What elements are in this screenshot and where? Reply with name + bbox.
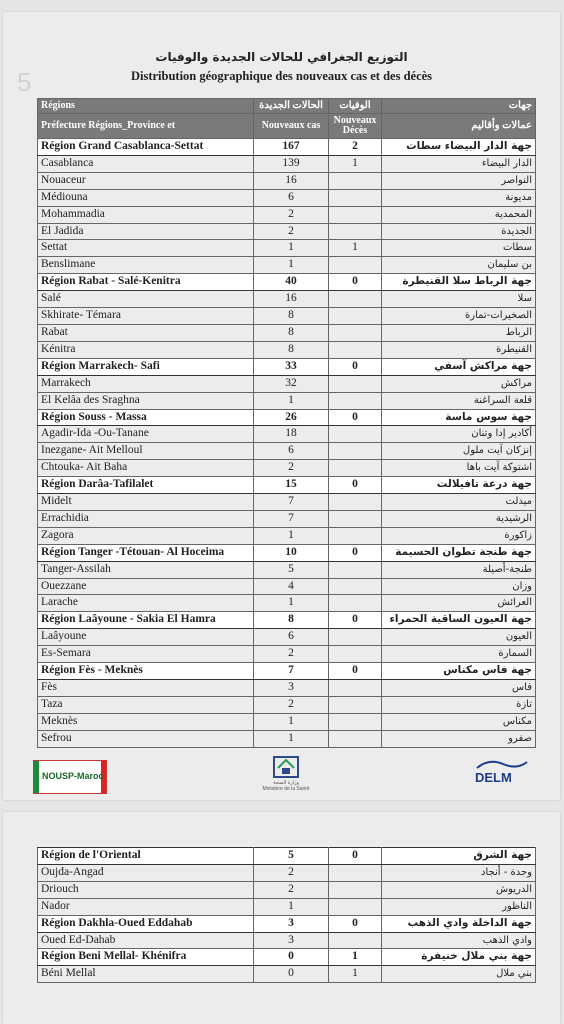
- region-name-cell: Région Darâa-Tafilalet: [38, 477, 254, 494]
- region-name-ar-cell: الرشيدية: [382, 510, 536, 527]
- new-deaths-cell: [329, 257, 382, 274]
- region-name-cell: El Jadida: [38, 223, 254, 240]
- region-name-cell: Région Souss - Massa: [38, 409, 254, 426]
- region-name-cell: Oued Ed-Dahab: [38, 932, 254, 949]
- region-name-cell: Settat: [38, 240, 254, 257]
- region-name-cell: Marrakech: [38, 375, 254, 392]
- table-row: [38, 646, 536, 663]
- new-cases-cell: 3: [254, 915, 329, 932]
- region-row: [38, 409, 536, 426]
- new-cases-cell: 32: [254, 375, 329, 392]
- table-row: [38, 206, 536, 223]
- region-name-cell: Tanger-Assilah: [38, 561, 254, 578]
- table-row: [38, 291, 536, 308]
- region-row: [38, 139, 536, 156]
- new-deaths-cell: 0: [329, 663, 382, 680]
- region-name-cell: Casablanca: [38, 155, 254, 172]
- new-deaths-cell: [329, 864, 382, 881]
- region-name-cell: Ouezzane: [38, 578, 254, 595]
- region-row: [38, 612, 536, 629]
- ministry-caption-fr: Ministère de la Santé: [262, 786, 310, 792]
- new-cases-cell: 3: [254, 932, 329, 949]
- new-deaths-cell: [329, 646, 382, 663]
- new-cases-cell: 0: [254, 949, 329, 966]
- region-name-cell: Région Dakhla-Oued Eddahab: [38, 915, 254, 932]
- delm-logo: [475, 758, 529, 792]
- new-cases-cell: 10: [254, 544, 329, 561]
- new-cases-cell: 1: [254, 898, 329, 915]
- region-name-cell: Midelt: [38, 494, 254, 511]
- region-name-ar-cell: مكناس: [382, 713, 536, 730]
- region-name-ar-cell: مديونة: [382, 189, 536, 206]
- table-row: [38, 730, 536, 747]
- region-name-cell: Nador: [38, 898, 254, 915]
- new-deaths-cell: [329, 898, 382, 915]
- table-row: [38, 578, 536, 595]
- region-row: [38, 477, 536, 494]
- region-name-cell: Larache: [38, 595, 254, 612]
- table-row: [38, 308, 536, 325]
- new-deaths-cell: [329, 308, 382, 325]
- new-cases-cell: 1: [254, 240, 329, 257]
- new-cases-cell: 1: [254, 257, 329, 274]
- new-deaths-cell: [329, 206, 382, 223]
- distribution-table-continued: [37, 847, 536, 983]
- table-row: [38, 680, 536, 697]
- new-cases-cell: 167: [254, 139, 329, 156]
- region-name-ar-cell: العرائش: [382, 595, 536, 612]
- region-name-ar-cell: النواصر: [382, 172, 536, 189]
- region-name-cell: Inezgane- Ait Melloul: [38, 443, 254, 460]
- header-deaths-ar: الوفيات: [329, 99, 382, 114]
- table-row: [38, 223, 536, 240]
- table-row: [38, 341, 536, 358]
- header-new-cases: Nouveaux cas: [254, 114, 329, 139]
- new-cases-cell: 5: [254, 848, 329, 865]
- region-name-ar-cell: العيون: [382, 629, 536, 646]
- region-name-cell: Driouch: [38, 881, 254, 898]
- new-cases-cell: 2: [254, 881, 329, 898]
- header-new-cases-ar: الحالات الجديدة: [254, 99, 329, 114]
- header-new-deaths: Nouveaux Décès: [329, 114, 382, 139]
- new-deaths-cell: [329, 324, 382, 341]
- region-name-ar-cell: تازة: [382, 696, 536, 713]
- new-cases-cell: 7: [254, 494, 329, 511]
- region-name-ar-cell: جهة بني ملال خنيفرة: [382, 949, 536, 966]
- new-cases-cell: 40: [254, 274, 329, 291]
- ministry-logo: [261, 754, 311, 798]
- region-name-ar-cell: مراكش: [382, 375, 536, 392]
- region-name-cell: Taza: [38, 696, 254, 713]
- nousp-logo-text: NOUSP-Maroc: [42, 771, 104, 781]
- new-cases-cell: 3: [254, 680, 329, 697]
- new-deaths-cell: [329, 291, 382, 308]
- region-row: [38, 915, 536, 932]
- new-deaths-cell: 0: [329, 544, 382, 561]
- region-name-ar-cell: وزان: [382, 578, 536, 595]
- region-name-ar-cell: سلا: [382, 291, 536, 308]
- new-deaths-cell: [329, 561, 382, 578]
- region-name-ar-cell: الصخيرات-تمارة: [382, 308, 536, 325]
- region-name-cell: Région Beni Mellal- Khénifra: [38, 949, 254, 966]
- new-cases-cell: 6: [254, 443, 329, 460]
- region-name-ar-cell: الناظور: [382, 898, 536, 915]
- new-deaths-cell: [329, 730, 382, 747]
- header-prefecture: Préfecture Régions_Province et: [38, 114, 254, 139]
- region-name-ar-cell: فاس: [382, 680, 536, 697]
- new-deaths-cell: 0: [329, 274, 382, 291]
- region-name-ar-cell: زاكورة: [382, 527, 536, 544]
- region-name-cell: Meknès: [38, 713, 254, 730]
- region-name-ar-cell: بني ملال: [382, 966, 536, 983]
- region-name-cell: Région de l'Oriental: [38, 848, 254, 865]
- region-name-cell: Nouaceur: [38, 172, 254, 189]
- region-name-cell: Médiouna: [38, 189, 254, 206]
- region-name-ar-cell: وادي الذهب: [382, 932, 536, 949]
- header-regions: Régions: [38, 99, 254, 114]
- region-name-ar-cell: جهة سوس ماسة: [382, 409, 536, 426]
- delm-logo-text: DELM: [475, 770, 512, 785]
- region-name-ar-cell: قلعة السراغنة: [382, 392, 536, 409]
- table-row: [38, 426, 536, 443]
- region-name-ar-cell: جهة الشرق: [382, 848, 536, 865]
- region-name-ar-cell: جهة الداخلة وادي الذهب: [382, 915, 536, 932]
- region-name-cell: Errachidia: [38, 510, 254, 527]
- table-row: [38, 392, 536, 409]
- region-name-ar-cell: الجديدة: [382, 223, 536, 240]
- region-name-cell: Région Tanger -Tétouan- Al Hoceima: [38, 544, 254, 561]
- new-cases-cell: 1: [254, 595, 329, 612]
- new-deaths-cell: [329, 713, 382, 730]
- new-deaths-cell: [329, 881, 382, 898]
- table-row: [38, 155, 536, 172]
- region-row: [38, 663, 536, 680]
- new-cases-cell: 8: [254, 341, 329, 358]
- region-row: [38, 544, 536, 561]
- region-name-ar-cell: سطات: [382, 240, 536, 257]
- distribution-table: [37, 98, 536, 748]
- table-body-continued: [38, 848, 536, 983]
- region-name-cell: Région Marrakech- Safi: [38, 358, 254, 375]
- title-french: Distribution géographique des nouveaux cas et des décès: [130, 69, 433, 83]
- table-row: [38, 257, 536, 274]
- table-row: [38, 595, 536, 612]
- region-name-cell: Sefrou: [38, 730, 254, 747]
- table-row: [38, 898, 536, 915]
- report-page-2: [3, 812, 560, 1024]
- new-cases-cell: 1: [254, 730, 329, 747]
- new-cases-cell: 7: [254, 663, 329, 680]
- region-name-cell: Salé: [38, 291, 254, 308]
- region-row: [38, 949, 536, 966]
- table-row: [38, 966, 536, 983]
- new-cases-cell: 8: [254, 324, 329, 341]
- region-name-cell: Benslimane: [38, 257, 254, 274]
- new-cases-cell: 2: [254, 206, 329, 223]
- region-name-ar-cell: وجدة - أنجاد: [382, 864, 536, 881]
- table-row: [38, 510, 536, 527]
- new-deaths-cell: [329, 426, 382, 443]
- region-name-cell: Agadir-Ida -Ou-Tanane: [38, 426, 254, 443]
- new-cases-cell: 2: [254, 696, 329, 713]
- new-deaths-cell: [329, 189, 382, 206]
- new-deaths-cell: [329, 578, 382, 595]
- new-deaths-cell: 2: [329, 139, 382, 156]
- new-deaths-cell: [329, 172, 382, 189]
- new-cases-cell: 8: [254, 612, 329, 629]
- new-deaths-cell: [329, 494, 382, 511]
- new-deaths-cell: [329, 375, 382, 392]
- title-arabic: التوزيع الجغرافي للحالات الجديدة والوفيات: [155, 50, 408, 64]
- region-name-ar-cell: اشتوكة آيت باها: [382, 460, 536, 477]
- new-cases-cell: 1: [254, 392, 329, 409]
- region-name-ar-cell: المحمدية: [382, 206, 536, 223]
- region-name-ar-cell: أكادير إدا وتنان: [382, 426, 536, 443]
- region-name-ar-cell: طنجة-أصيلة: [382, 561, 536, 578]
- region-name-ar-cell: جهة درعة تافيلالت: [382, 477, 536, 494]
- new-deaths-cell: 1: [329, 949, 382, 966]
- region-name-ar-cell: جهة الدار البيضاء سطات: [382, 139, 536, 156]
- table-body: [38, 139, 536, 748]
- new-cases-cell: 5: [254, 561, 329, 578]
- table-row: [38, 932, 536, 949]
- new-deaths-cell: 0: [329, 612, 382, 629]
- new-cases-cell: 15: [254, 477, 329, 494]
- region-row: [38, 358, 536, 375]
- new-cases-cell: 0: [254, 966, 329, 983]
- region-name-cell: Zagora: [38, 527, 254, 544]
- region-name-ar-cell: جهة طنجة تطوان الحسيمة: [382, 544, 536, 561]
- region-name-cell: Chtouka- Ait Baha: [38, 460, 254, 477]
- table-row: [38, 881, 536, 898]
- table-row: [38, 240, 536, 257]
- region-name-cell: Skhirate- Témara: [38, 308, 254, 325]
- region-row: [38, 274, 536, 291]
- region-name-cell: Mohammadia: [38, 206, 254, 223]
- region-name-cell: Laâyoune: [38, 629, 254, 646]
- new-cases-cell: 18: [254, 426, 329, 443]
- new-cases-cell: 8: [254, 308, 329, 325]
- new-cases-cell: 6: [254, 189, 329, 206]
- new-cases-cell: 6: [254, 629, 329, 646]
- region-name-ar-cell: جهة فاس مكناس: [382, 663, 536, 680]
- new-cases-cell: 16: [254, 291, 329, 308]
- new-deaths-cell: 0: [329, 848, 382, 865]
- report-page-1: [3, 12, 560, 800]
- header-regions-ar: جهات: [382, 99, 536, 114]
- region-name-cell: Oujda-Angad: [38, 864, 254, 881]
- region-name-ar-cell: السمارة: [382, 646, 536, 663]
- region-name-cell: Région Rabat - Salé-Kenitra: [38, 274, 254, 291]
- region-name-cell: El Kelâa des Sraghna: [38, 392, 254, 409]
- table-row: [38, 494, 536, 511]
- region-name-ar-cell: جهة الرباط سلا القنيطرة: [382, 274, 536, 291]
- table-row: [38, 696, 536, 713]
- new-cases-cell: 2: [254, 223, 329, 240]
- table-row: [38, 561, 536, 578]
- new-deaths-cell: [329, 680, 382, 697]
- region-name-cell: Région Laâyoune - Sakia El Hamra: [38, 612, 254, 629]
- new-deaths-cell: 0: [329, 409, 382, 426]
- new-deaths-cell: [329, 510, 382, 527]
- table-row: [38, 864, 536, 881]
- region-name-cell: Es-Semara: [38, 646, 254, 663]
- region-name-ar-cell: إنزكان آيت ملول: [382, 443, 536, 460]
- new-deaths-cell: [329, 595, 382, 612]
- ministry-caption-ar: وزارة الصحة: [273, 780, 299, 786]
- new-deaths-cell: 1: [329, 155, 382, 172]
- new-deaths-cell: [329, 629, 382, 646]
- new-cases-cell: 33: [254, 358, 329, 375]
- region-name-ar-cell: الرباط: [382, 324, 536, 341]
- new-deaths-cell: [329, 443, 382, 460]
- new-cases-cell: 2: [254, 460, 329, 477]
- new-deaths-cell: [329, 341, 382, 358]
- region-name-ar-cell: الدريوش: [382, 881, 536, 898]
- new-deaths-cell: [329, 932, 382, 949]
- table-row: [38, 189, 536, 206]
- new-cases-cell: 26: [254, 409, 329, 426]
- new-deaths-cell: 1: [329, 966, 382, 983]
- table-row: [38, 172, 536, 189]
- region-name-ar-cell: صفرو: [382, 730, 536, 747]
- new-cases-cell: 2: [254, 864, 329, 881]
- new-deaths-cell: [329, 460, 382, 477]
- region-name-cell: Fès: [38, 680, 254, 697]
- nousp-logo: [33, 760, 107, 794]
- region-row: [38, 848, 536, 865]
- region-name-ar-cell: الدار البيضاء: [382, 155, 536, 172]
- new-cases-cell: 1: [254, 713, 329, 730]
- new-deaths-cell: 1: [329, 240, 382, 257]
- region-name-ar-cell: بن سليمان: [382, 257, 536, 274]
- new-deaths-cell: [329, 223, 382, 240]
- new-deaths-cell: [329, 527, 382, 544]
- region-name-cell: Kénitra: [38, 341, 254, 358]
- region-name-cell: Rabat: [38, 324, 254, 341]
- new-deaths-cell: 0: [329, 477, 382, 494]
- new-deaths-cell: 0: [329, 915, 382, 932]
- region-name-ar-cell: جهة مراكش آسفي: [382, 358, 536, 375]
- header-prefecture-ar: عمالات وأقاليم: [382, 114, 536, 139]
- table-row: [38, 527, 536, 544]
- new-cases-cell: 1: [254, 527, 329, 544]
- table-row: [38, 713, 536, 730]
- table-row: [38, 443, 536, 460]
- new-cases-cell: 139: [254, 155, 329, 172]
- new-cases-cell: 4: [254, 578, 329, 595]
- new-deaths-cell: 0: [329, 358, 382, 375]
- new-deaths-cell: [329, 392, 382, 409]
- table-row: [38, 460, 536, 477]
- new-cases-cell: 16: [254, 172, 329, 189]
- region-name-ar-cell: ميدلت: [382, 494, 536, 511]
- region-name-cell: Béni Mellal: [38, 966, 254, 983]
- new-deaths-cell: [329, 696, 382, 713]
- region-name-cell: Région Grand Casablanca-Settat: [38, 139, 254, 156]
- region-name-ar-cell: جهة العيون الساقية الحمراء: [382, 612, 536, 629]
- table-row: [38, 324, 536, 341]
- region-name-cell: Région Fès - Meknès: [38, 663, 254, 680]
- table-row: [38, 629, 536, 646]
- new-cases-cell: 7: [254, 510, 329, 527]
- page-number-watermark: 5: [17, 67, 32, 97]
- region-name-ar-cell: القنيطرة: [382, 341, 536, 358]
- table-row: [38, 375, 536, 392]
- new-cases-cell: 2: [254, 646, 329, 663]
